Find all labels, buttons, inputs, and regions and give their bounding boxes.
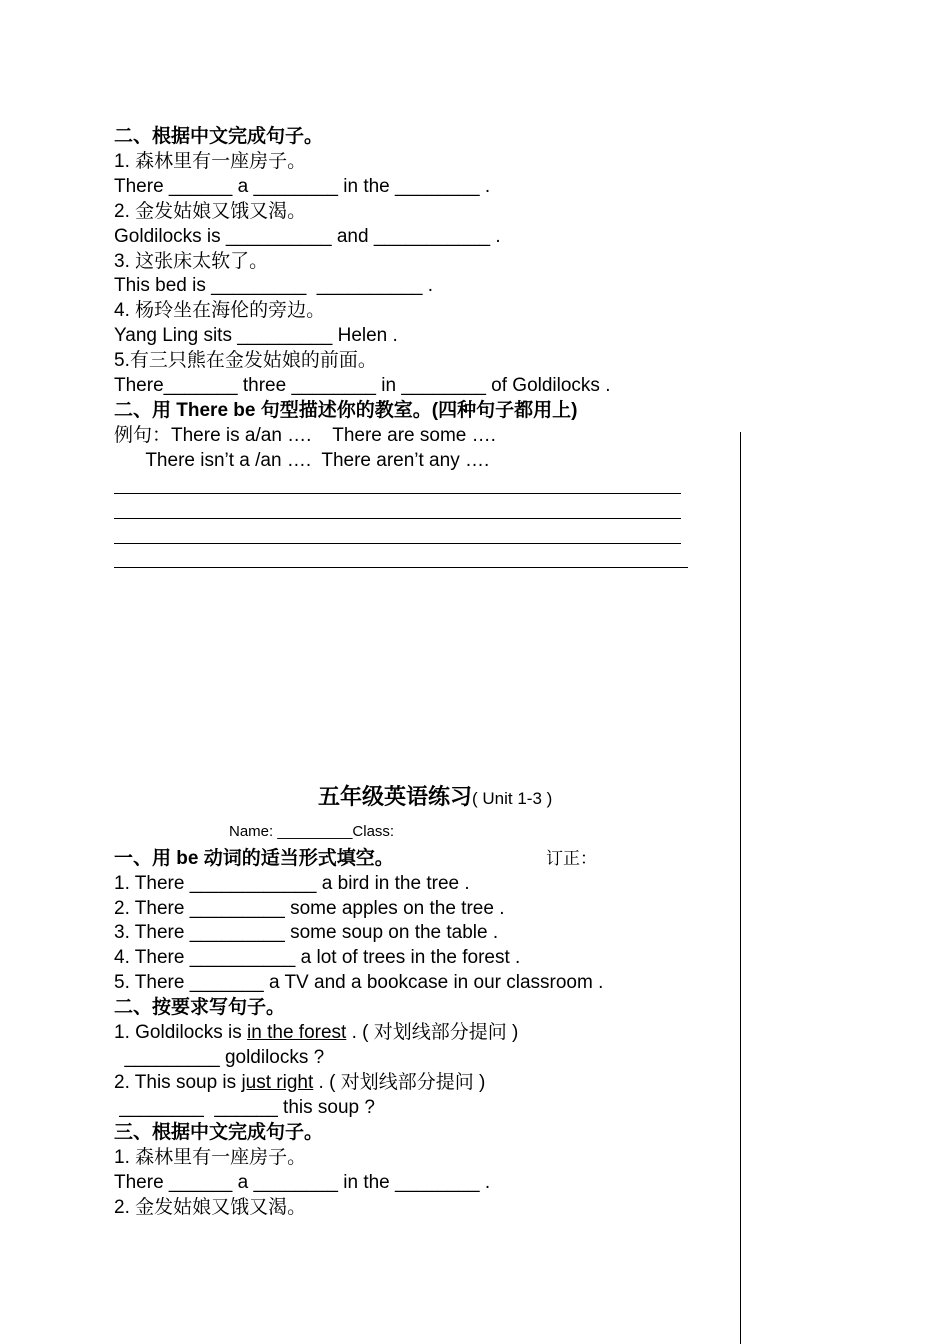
example-sentence-2: There isn’t a /an …. There aren’t any …. xyxy=(114,450,490,471)
question-5-chinese: 5.有三只熊在金发姑娘的前面。 xyxy=(114,350,377,371)
section-3-heading: 三、根据中文完成句子。 xyxy=(114,1122,324,1143)
fill-item-1: 1. There ____________ a bird in the tree . xyxy=(114,873,470,894)
describe-classroom-heading: 二、用 There be 句型描述你的教室。(四种句子都用上) xyxy=(114,400,578,421)
fill-item-4: 4. There __________ a lot of trees in the forest . xyxy=(114,947,521,968)
example-sentence-1: 例句：There is a/an …. There are some …. xyxy=(114,425,496,446)
name-class-line: Name: _________Class: xyxy=(229,823,395,840)
section-heading-complete: 二、根据中文完成句子。 xyxy=(114,126,324,147)
s3-item-2-chinese: 2. 金发姑娘又饿又渴。 xyxy=(114,1197,307,1218)
question-4-chinese: 4. 杨玲坐在海伦的旁边。 xyxy=(114,300,326,321)
answer-line xyxy=(114,543,681,544)
answer-line xyxy=(114,518,681,519)
question-5-english: There_______ three ________ in ________ of Goldilocks . xyxy=(114,375,611,396)
question-2-chinese: 2. 金发姑娘又饿又渴。 xyxy=(114,201,307,222)
column-divider xyxy=(740,432,741,1344)
question-3-chinese: 3. 这张床太软了。 xyxy=(114,251,269,272)
rewrite-question-2 xyxy=(114,1071,485,1095)
q2-prefix: 2. This soup is xyxy=(114,1072,242,1093)
worksheet-title xyxy=(318,783,552,813)
rewrite-question-1 xyxy=(114,1021,518,1045)
q1-suffix: . ( 对划线部分提问 ) xyxy=(346,1022,519,1043)
rewrite-answer-1: _________ goldilocks ? xyxy=(114,1047,325,1068)
title-text: 五年级英语练习 xyxy=(318,784,473,809)
q1-prefix: 1. Goldilocks is xyxy=(114,1022,248,1043)
s3-item-1-english: There ______ a ________ in the ________ . xyxy=(114,1172,491,1193)
q2-suffix: . ( 对划线部分提问 ) xyxy=(313,1072,486,1093)
rewrite-answer-2: ________ ______ this soup ? xyxy=(114,1097,375,1118)
answer-line xyxy=(114,493,681,494)
section-1-heading: 一、用 be 动词的适当形式填空。 xyxy=(114,848,394,869)
question-1-chinese: 1. 森林里有一座房子。 xyxy=(114,151,307,172)
question-2-english: Goldilocks is __________ and ___________ . xyxy=(114,226,501,247)
title-unit: ( Unit 1-3 ) xyxy=(472,789,553,808)
q1-underlined-phrase: in the forest xyxy=(247,1022,347,1043)
fill-item-2: 2. There _________ some apples on the tree . xyxy=(114,898,505,919)
correction-label: 订正： xyxy=(546,849,597,868)
question-3-english: This bed is _________ __________ . xyxy=(114,275,434,296)
question-1-english: There ______ a ________ in the ________ . xyxy=(114,176,491,197)
s3-item-1-chinese: 1. 森林里有一座房子。 xyxy=(114,1147,307,1168)
answer-line xyxy=(114,567,688,568)
q2-underlined-phrase: just right xyxy=(241,1072,314,1093)
section-2-heading: 二、按要求写句子。 xyxy=(114,997,286,1018)
fill-item-3: 3. There _________ some soup on the table . xyxy=(114,922,499,943)
fill-item-5: 5. There _______ a TV and a bookcase in our classroom . xyxy=(114,972,604,993)
question-4-english: Yang Ling sits _________ Helen . xyxy=(114,325,398,346)
